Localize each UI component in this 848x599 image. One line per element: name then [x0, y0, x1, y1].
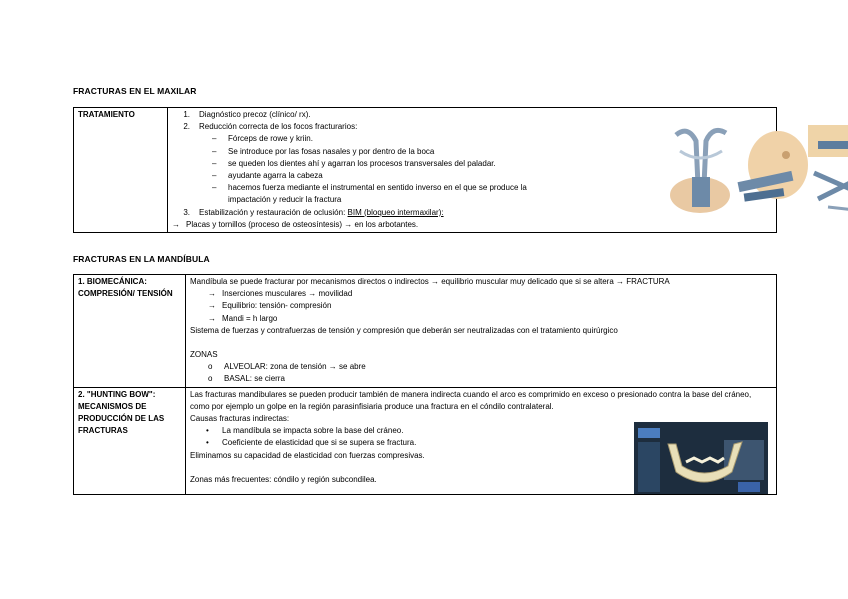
treatment-cell	[168, 108, 777, 233]
mandible-table	[73, 274, 777, 495]
forceps-face-figure	[738, 131, 808, 202]
arrow-line: → Placas y tornillos (proceso de osteosíntesis) → en los arbotantes.	[172, 219, 419, 229]
list-item: 2. Reducción correcta de los focos fracturarios:	[183, 122, 358, 132]
hunting-bow-cell	[186, 387, 777, 494]
eliminamos-text: Eliminamos su capacidad de elasticidad con fuerzas compresivas.	[190, 450, 425, 460]
arrow-item: → Equilibrio: tensión- compresión	[208, 301, 332, 311]
intro-text: Mandíbula se puede fracturar por mecanismos directos o indirectos → equilibrio muscular muy delicado que si se altera → FRACTURA	[190, 277, 670, 286]
biomecanica-label: 1. BIOMECÁNICA: COMPRESIÓN/ TENSIÓN	[74, 275, 186, 388]
biomecanica-cell	[186, 275, 777, 388]
arrow-item: → Inserciones musculares → movilidad	[208, 289, 353, 299]
bullet-item: o ALVEOLAR: zona de tensión → se abre	[208, 362, 366, 372]
bim-link-text: BIM (bloqueo intermaxilar):	[347, 207, 444, 217]
paragraph: Las fracturas mandibulares se pueden producir también de manera indirecta cuando el arco es comprimido en exceso o presionado contra la base del cráneo, como por ejemplo un golpe en la región parasinfisiaria produce una fractura en el cóndilo contralateral.	[190, 389, 752, 411]
zonas-heading: ZONAS	[190, 350, 218, 360]
zonas-frecuentes-text: Zonas más frecuentes: cóndilo y región subcondilea.	[190, 474, 377, 484]
list-item: 3. Estabilización y restauración de oclusión: BIM (bloqueo intermaxilar):	[172, 207, 772, 219]
sub-item: – hacemos fuerza mediante el instrumental en sentido inverso en el que se produce la impactación y reducir la fractura	[212, 183, 527, 205]
sub-item: – Fórceps de rowe y kriin.	[212, 134, 313, 144]
list-item: 1. Diagnóstico precoz (clínico/ rx).	[183, 110, 311, 119]
treatment-table	[73, 107, 777, 233]
treatment-label: TRATAMIENTO	[74, 108, 168, 233]
bullet-item: o BASAL: se cierra	[208, 374, 285, 384]
forceps-nasal-figure	[670, 130, 730, 213]
sub-item: – ayudante agarra la cabeza	[212, 171, 323, 181]
sub-item: – Se introduce por las fosas nasales y por dentro de la boca	[212, 146, 435, 156]
section1-heading: FRACTURAS EN EL MAXILAR	[73, 86, 197, 96]
sub-item: – se queden los dientes ahí y agarran los procesos transversales del paladar.	[212, 158, 496, 168]
sistema-text: Sistema de fuerzas y contrafuerzas de tensión y compresión que deberán ser neutralizadas con el tratamiento quirúrgico	[190, 325, 618, 335]
bullet-item: • La mandíbula se impacta sobre la base del cráneo.	[206, 426, 404, 436]
forceps-skull-figure	[808, 125, 848, 211]
bullet-item: • Coeficiente de elasticidad que si se supera se fractura.	[206, 438, 417, 448]
section2-heading: FRACTURAS EN LA MANDÍBULA	[73, 254, 210, 264]
rowe-forceps-illustration	[668, 125, 848, 217]
causas-text: Causas fracturas indirectas:	[190, 414, 290, 424]
arrow-item: → Mandi = h largo	[208, 313, 278, 323]
hunting-bow-label: 2. "HUNTING BOW": MECANISMOS DE PRODUCCIÓN DE LAS FRACTURAS	[74, 387, 186, 494]
mandible-illustration	[634, 422, 768, 494]
